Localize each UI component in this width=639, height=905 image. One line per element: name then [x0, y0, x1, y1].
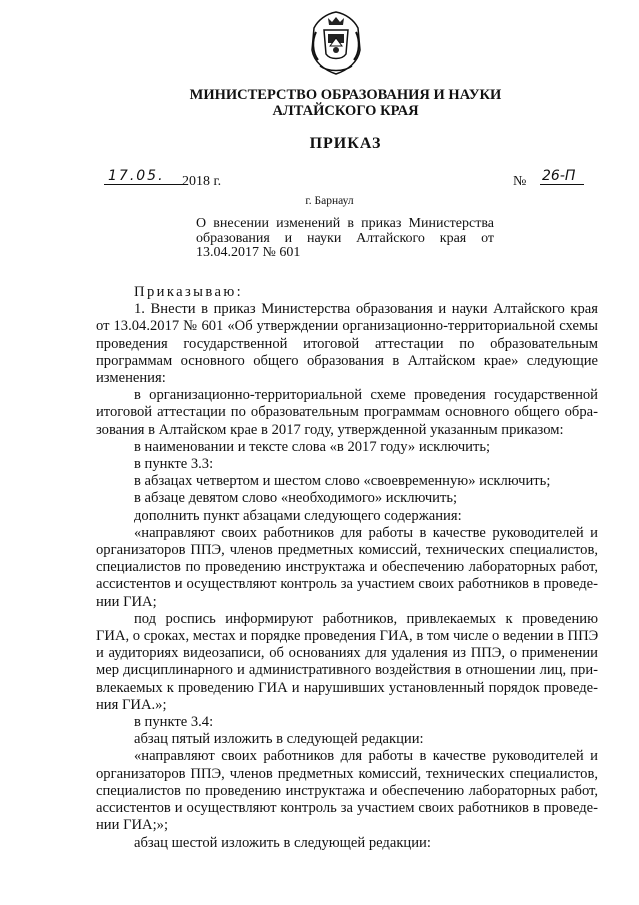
body-line: ния ГИА.»; [96, 696, 167, 713]
body-line: дополнить пункт абзацами следующего содержания: [134, 507, 462, 524]
body-line: влекаемых к проведению ГИА и нарушивших установленный порядок проведе- [96, 679, 598, 696]
body-line: ассистентов и осуществляют контроль за участием своих работников в проведе- [96, 800, 598, 817]
subject-line: О внесении изменений в приказ Министерства [196, 216, 494, 231]
number-sign: № [513, 174, 527, 189]
body-line: 1. Внести в приказ Министерства образования и науки Алтайского края [134, 301, 598, 318]
body-line: нии ГИА; [96, 593, 157, 610]
body-line: в абзаце девятом слово «необходимого» исключить; [134, 490, 458, 507]
body-line: в пункте 3.4: [134, 714, 214, 731]
body-line: изменения: [96, 370, 166, 387]
body-line: мер дисциплинарного и административного воздействия в отношении лиц, при- [96, 662, 598, 679]
coat-of-arms-emblem [306, 10, 366, 76]
subject-line: 13.04.2017 № 601 [196, 245, 301, 260]
body-line: в организационно-территориальной схеме проведения государственной [134, 387, 598, 404]
body-line: специалистов по проведению инструктажа и обеспечению лабораторных работ, [96, 559, 598, 576]
body-line: организаторов ППЭ, членов предметных комиссий, технических специалистов, [96, 765, 598, 782]
body-line: в наименовании и тексте слова «в 2017 году» исключить; [134, 438, 491, 455]
body-line: организаторов ППЭ, членов предметных комиссий, технических специалистов, [96, 542, 598, 559]
body-line: «направляют своих работников для работы в качестве руководителей и [134, 748, 598, 765]
body-line: ассистентов и осуществляют контроль за участием своих работников в проведе- [96, 576, 598, 593]
document-subject [196, 217, 494, 261]
document-body [96, 284, 598, 852]
subject-line: образования и науки Алтайского края от [196, 230, 494, 246]
body-line: нии ГИА;»; [96, 817, 168, 834]
body-line: специалистов по проведению инструктажа и обеспечению лабораторных работ, [96, 782, 598, 799]
body-line: под роспись информируют работников, привлекаемых к проведению [134, 610, 598, 627]
body-line: абзац шестой изложить в следующей редакции: [134, 834, 431, 851]
body-line: в абзацах четвертом и шестом слово «своевременную» исключить; [134, 473, 551, 490]
body-line: Приказываю: [134, 284, 244, 300]
body-line: «направляют своих работников для работы в качестве руководителей и [134, 524, 598, 541]
body-line: итоговой аттестации по образовательным программам основного общего обра- [96, 404, 598, 421]
ministry-name-line1: МИНИСТЕРСТВО ОБРАЗОВАНИЯ И НАУКИ [189, 87, 502, 103]
handwritten-number: 26-П [540, 168, 584, 185]
document-year: 2018 г. [182, 174, 222, 189]
body-line: от 13.04.2017 № 601 «Об утверждении организационно-территориальной схемы [96, 318, 598, 335]
body-line: ГИА, о сроках, местах и порядке проведения ГИА, в том числе о ведении в ППЭ [96, 628, 599, 645]
document-type-title: ПРИКАЗ [309, 135, 382, 152]
handwritten-date: 17.05. [104, 168, 184, 185]
body-line: программам основного общего образования в Алтайском крае» следующие [96, 352, 598, 369]
body-line: и аудиториях видеозаписи, об основаниях для удаления из ППЭ, о применении [96, 645, 598, 662]
ministry-name-line2: АЛТАЙСКОГО КРАЯ [272, 103, 419, 119]
body-line: в пункте 3.3: [134, 456, 214, 473]
body-line: зования в Алтайском крае в 2017 году, утвержденной указанным приказом: [96, 421, 564, 438]
body-line: проведения государственной итоговой аттестации по образовательным [96, 335, 598, 352]
city-name: г. Барнаул [305, 195, 354, 207]
body-line: абзац пятый изложить в следующей редакции: [134, 731, 424, 748]
